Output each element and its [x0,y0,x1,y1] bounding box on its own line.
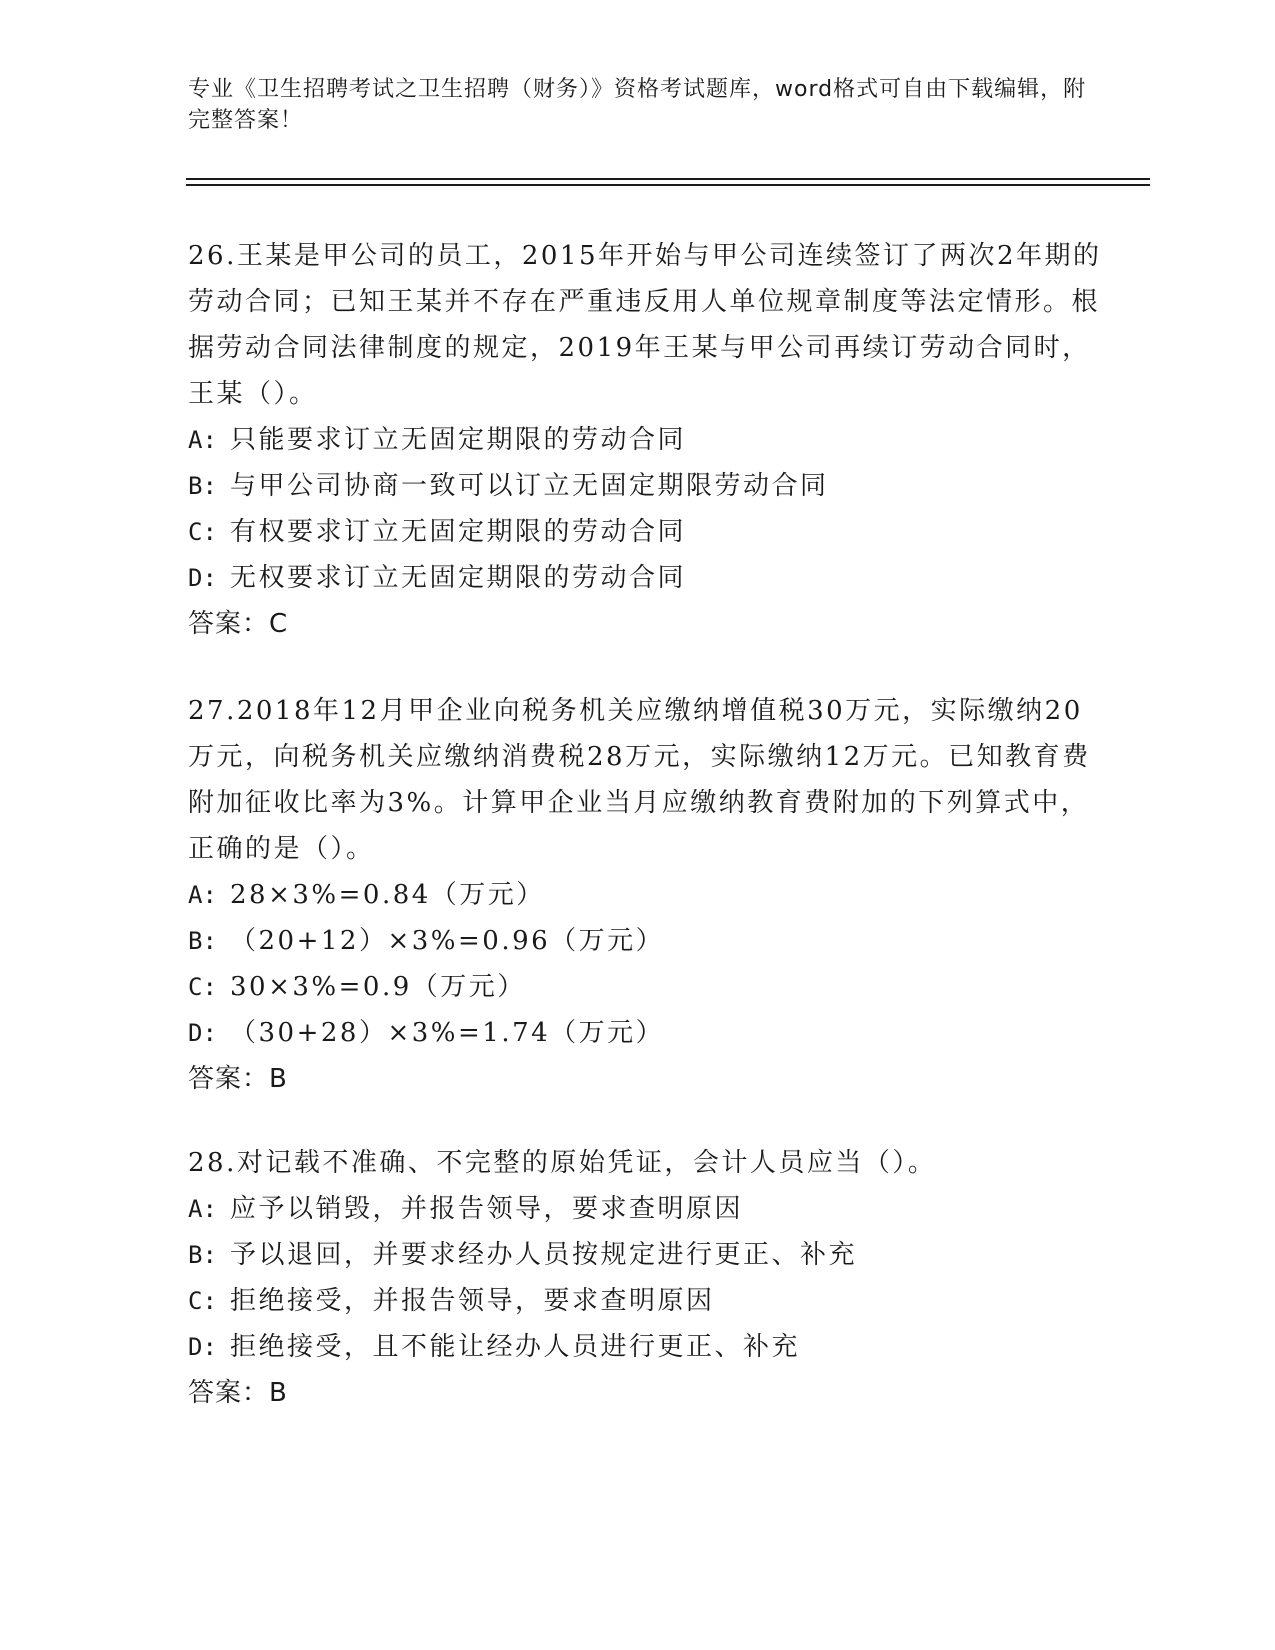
option-text: 有权要求订立无固定期限的劳动合同 [230,517,687,547]
question-stem: 26.王某是甲公司的员工，2015年开始与甲公司连续签订了两次2年期的劳动合同；已知王某并不存在严重违反用人单位规章制度等法定情形。根据劳动合同法律制度的规定，2019年王某与甲公司再续订劳动合同时，王某（）。 [188,241,1102,409]
option-letter: A: [188,426,217,454]
answer-line: 答案：B [188,1064,288,1094]
question-27 [188,688,1108,1102]
option-text: （20+12）×3%=0.96（万元） [230,926,665,956]
option-letter: C: [188,973,217,1001]
option-d [188,1324,1108,1370]
header-text: 专业《卫生招聘考试之卫生招聘（财务）》资格考试题库，word格式可自由下载编辑，附完整答案！ [188,77,1087,133]
option-c [188,964,1108,1010]
option-b [188,463,1108,509]
option-letter: D: [188,564,217,592]
option-letter: B: [188,472,217,500]
header-rule-bottom [186,184,1150,186]
question-28 [188,1140,1108,1416]
option-letter: D: [188,1333,217,1361]
option-c [188,1278,1108,1324]
document-header [188,74,1088,136]
option-text: 拒绝接受，并报告领导，要求查明原因 [230,1286,715,1316]
option-letter: A: [188,1195,217,1223]
answer-line: 答案：B [188,1378,288,1408]
question-stem: 28.对记载不准确、不完整的原始凭证，会计人员应当（）。 [188,1148,937,1178]
option-a [188,872,1108,918]
option-text: 拒绝接受，且不能让经办人员进行更正、补充 [230,1332,801,1362]
option-letter: A: [188,881,217,909]
option-text: 30×3%=0.9（万元） [230,972,526,1002]
answer-line: 答案：C [188,609,289,639]
option-a [188,417,1108,463]
option-b [188,1232,1108,1278]
option-c [188,509,1108,555]
option-text: 应予以销毁，并报告领导，要求查明原因 [230,1194,744,1224]
option-letter: C: [188,518,217,546]
option-text: 28×3%=0.84（万元） [230,880,545,910]
option-letter: D: [188,1019,217,1047]
option-text: 予以退回，并要求经办人员按规定进行更正、补充 [230,1240,858,1270]
option-letter: C: [188,1287,217,1315]
option-letter: B: [188,1241,217,1269]
option-d [188,1010,1108,1056]
header-rule-top [186,178,1150,180]
option-letter: B: [188,927,217,955]
question-26 [188,233,1108,647]
option-text: 只能要求订立无固定期限的劳动合同 [230,425,687,455]
option-text: 与甲公司协商一致可以订立无固定期限劳动合同 [230,471,829,501]
option-d [188,555,1108,601]
option-a [188,1186,1108,1232]
option-b [188,918,1108,964]
option-text: 无权要求订立无固定期限的劳动合同 [230,563,687,593]
option-text: （30+28）×3%=1.74（万元） [230,1018,665,1048]
question-stem: 27.2018年12月甲企业向税务机关应缴纳增值税30万元，实际缴纳20万元，向税务机关应缴纳消费税28万元，实际缴纳12万元。已知教育费附加征收比率为3%。计算甲企业当月应缴纳教育费附加的下列算式中，正确的是（）。 [188,696,1091,864]
